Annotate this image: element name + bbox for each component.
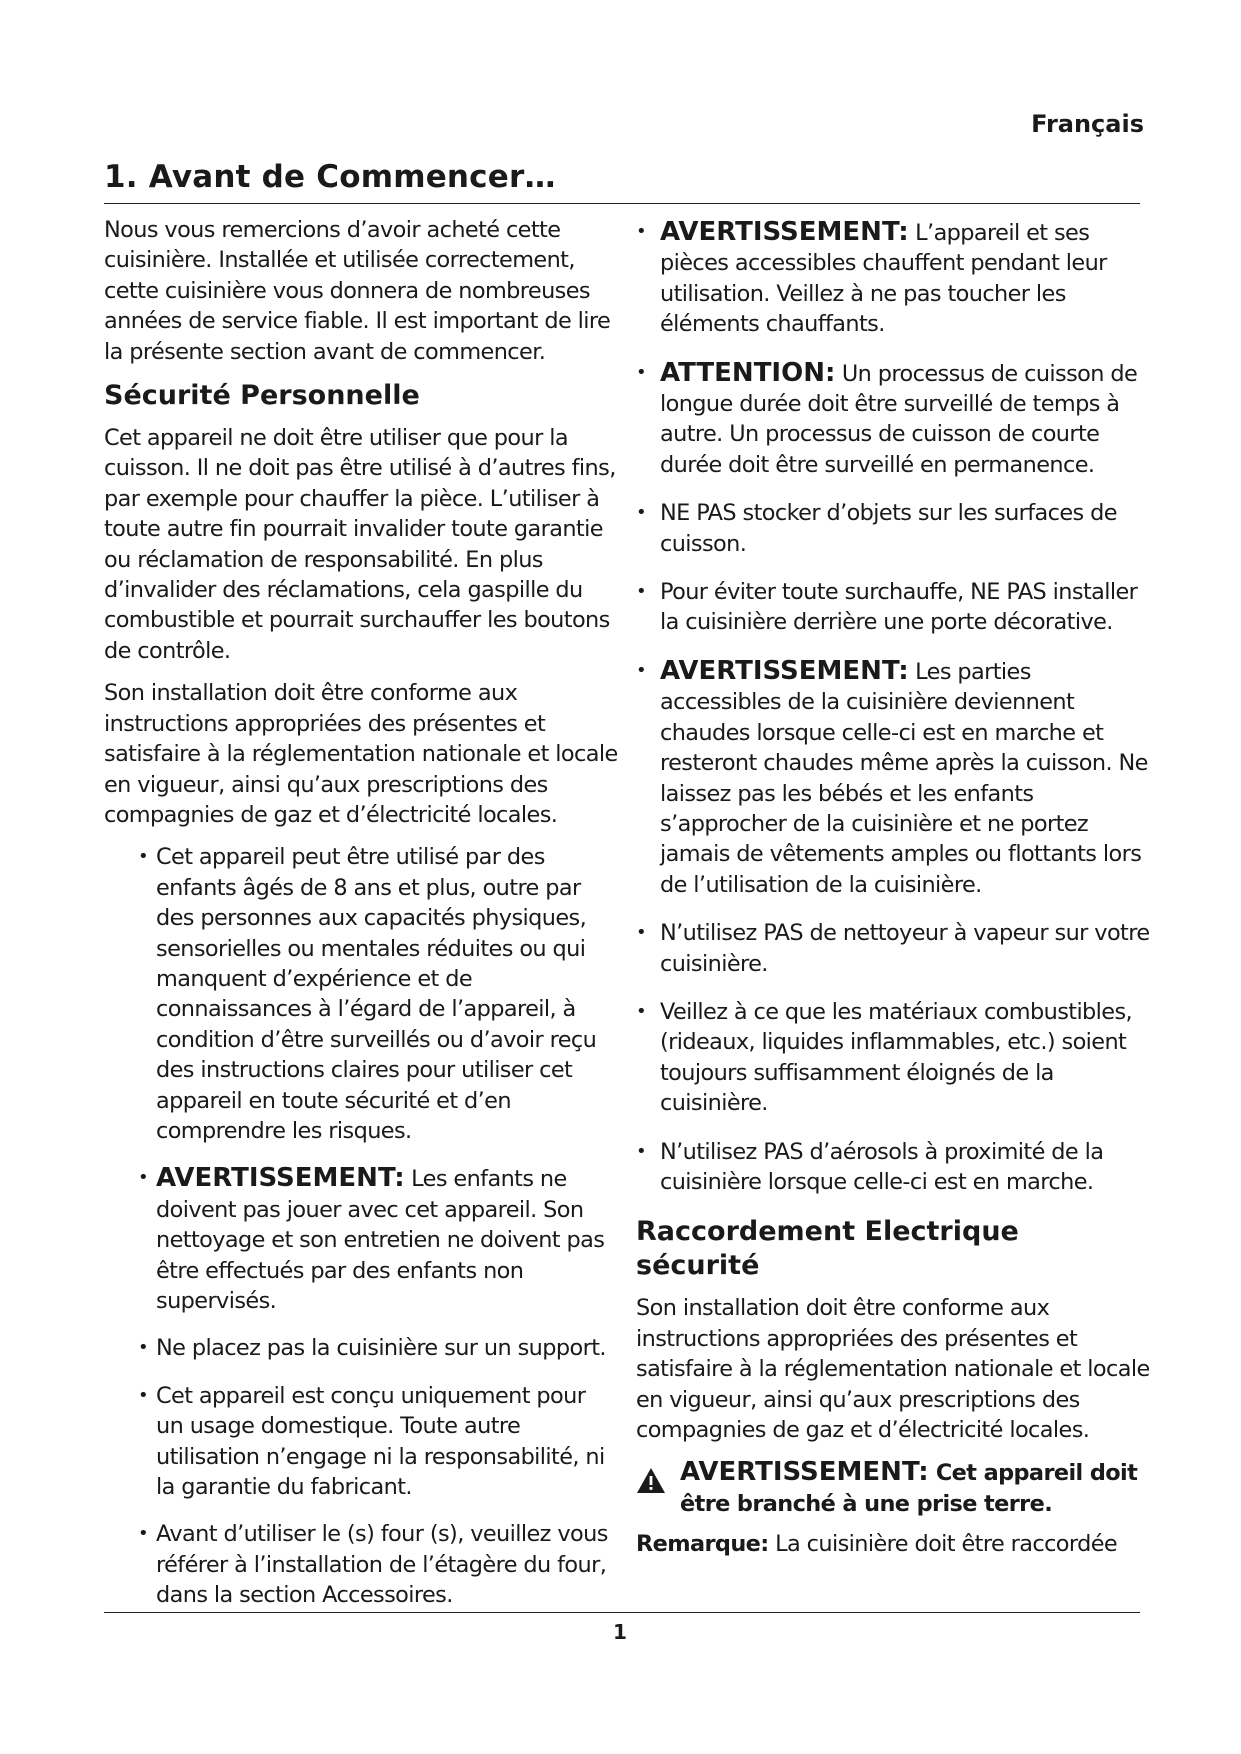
warning-label: AVERTISSEMENT: <box>660 655 909 686</box>
page-number: 1 <box>613 1620 627 1644</box>
list-item: • Ne placez pas la cuisinière sur un support. <box>138 1333 619 1363</box>
attention-label: ATTENTION: <box>660 357 836 388</box>
list-item: • Cet appareil est conçu uniquement pour un usage domestique. Toute autre utilisation n’engage ni la responsabilité, ni la garantie du fabricant. <box>138 1381 619 1503</box>
header-rule <box>104 203 1140 204</box>
list-item: • N’utilisez PAS de nettoyeur à vapeur sur votre cuisinière. <box>636 918 1151 979</box>
warning-label: AVERTISSEMENT: <box>680 1457 929 1488</box>
safety-list-right <box>636 217 1151 1197</box>
list-item: • Cet appareil peut être utilisé par des enfants âgés de 8 ans et plus, outre par des personnes aux capacités physiques, sensorielles ou mentales réduites ou qui manquent d’expérience et de connaissances à l’égard de l’appareil, à condition d’être surveillés ou d’avoir reçu des instructions claires pour utiliser cet appareil en toute sécurité et d’en comprendre les risques. <box>138 842 619 1146</box>
note-label: Remarque: <box>636 1531 769 1558</box>
usage-paragraph: Cet appareil ne doit être utiliser que pour la cuisson. Il ne doit pas être utilisé à d’autres fins, par exemple pour chauffer la pièce. L’utiliser à toute autre fin pourrait invalider toute garantie ou réclamation de responsabilité. En plus d’invalider des réclamations, cela gaspille du combustible et pourrait surchauffer les boutons de contrôle. <box>104 425 616 664</box>
earth-warning: AVERTISSEMENT: Cet appareil doit être branché à une prise terre. <box>636 1457 1151 1519</box>
warning-triangle-icon <box>636 1467 666 1502</box>
list-item: • Veillez à ce que les matériaux combustibles, (rideaux, liquides inflammables, etc.) soient toujours suffisamment éloignés de la cuisinière. <box>636 997 1151 1119</box>
left-column <box>104 215 619 1628</box>
language-label: Français <box>1031 110 1144 138</box>
section-heading-electrical-safety: Raccordement Electrique sécurité <box>636 1216 1019 1282</box>
list-item: • Avant d’utiliser le (s) four (s), veuillez vous référer à l’installation de l’étagère du four, dans la section Accessoires. <box>138 1519 619 1610</box>
list-item: • NE PAS stocker d’objets sur les surfaces de cuisson. <box>636 498 1151 559</box>
warning-label: AVERTISSEMENT: <box>156 1163 405 1194</box>
list-item: • AVERTISSEMENT: L’appareil et ses pièces accessibles chauffent pendant leur utilisation. Veillez à ne pas toucher les éléments chauffants. <box>636 217 1151 340</box>
list-item: • AVERTISSEMENT: Les enfants ne doivent pas jouer avec cet appareil. Son nettoyage et son entretien ne doivent pas être effectués par des enfants non supervisés. <box>138 1163 619 1316</box>
list-item: • AVERTISSEMENT: Les parties accessibles de la cuisinière deviennent chaudes lorsque celle-ci est en marche et resteront chaudes même après la cuisson. Ne laissez pas les bébés et les enfants s’approcher de la cuisinière et ne portez jamais de vêtements amples ou flottants lors de l’utilisation de la cuisinière. <box>636 656 1151 900</box>
right-column <box>636 217 1151 1572</box>
installation-paragraph: Son installation doit être conforme aux instructions appropriées des présentes et satisfaire à la réglementation nationale et locale en vigueur, ainsi qu’aux prescriptions des compagnies de gaz et d’électricité locales. <box>104 680 618 828</box>
section-heading-personal-safety: Sécurité Personnelle <box>104 380 420 412</box>
safety-list-left <box>104 842 619 1610</box>
list-item: • Pour éviter toute surchauffe, NE PAS installer la cuisinière derrière une porte décorative. <box>636 577 1151 638</box>
warning-label: AVERTISSEMENT: <box>660 217 909 247</box>
footer-rule <box>104 1612 1140 1613</box>
list-item: • N’utilisez PAS d’aérosols à proximité de la cuisinière lorsque celle-ci est en marche. <box>636 1137 1151 1198</box>
note-paragraph: Remarque: La cuisinière doit être raccordée <box>636 1531 1118 1558</box>
electrical-installation-paragraph: Son installation doit être conforme aux instructions appropriées des présentes et satisfaire à la réglementation nationale et locale en vigueur, ainsi qu’aux prescriptions des compagnies de gaz et d’électricité locales. <box>636 1295 1150 1443</box>
list-item: • ATTENTION: Un processus de cuisson de longue durée doit être surveillé de temps à autre. Un processus de cuisson de courte durée doit être surveillé en permanence. <box>636 358 1151 481</box>
intro-paragraph: Nous vous remercions d’avoir acheté cette cuisinière. Installée et utilisée correctement, cette cuisinière vous donnera de nombreuses années de service fiable. Il est important de lire la présente section avant de commencer. <box>104 217 611 365</box>
page-title: 1. Avant de Commencer… <box>104 159 556 195</box>
